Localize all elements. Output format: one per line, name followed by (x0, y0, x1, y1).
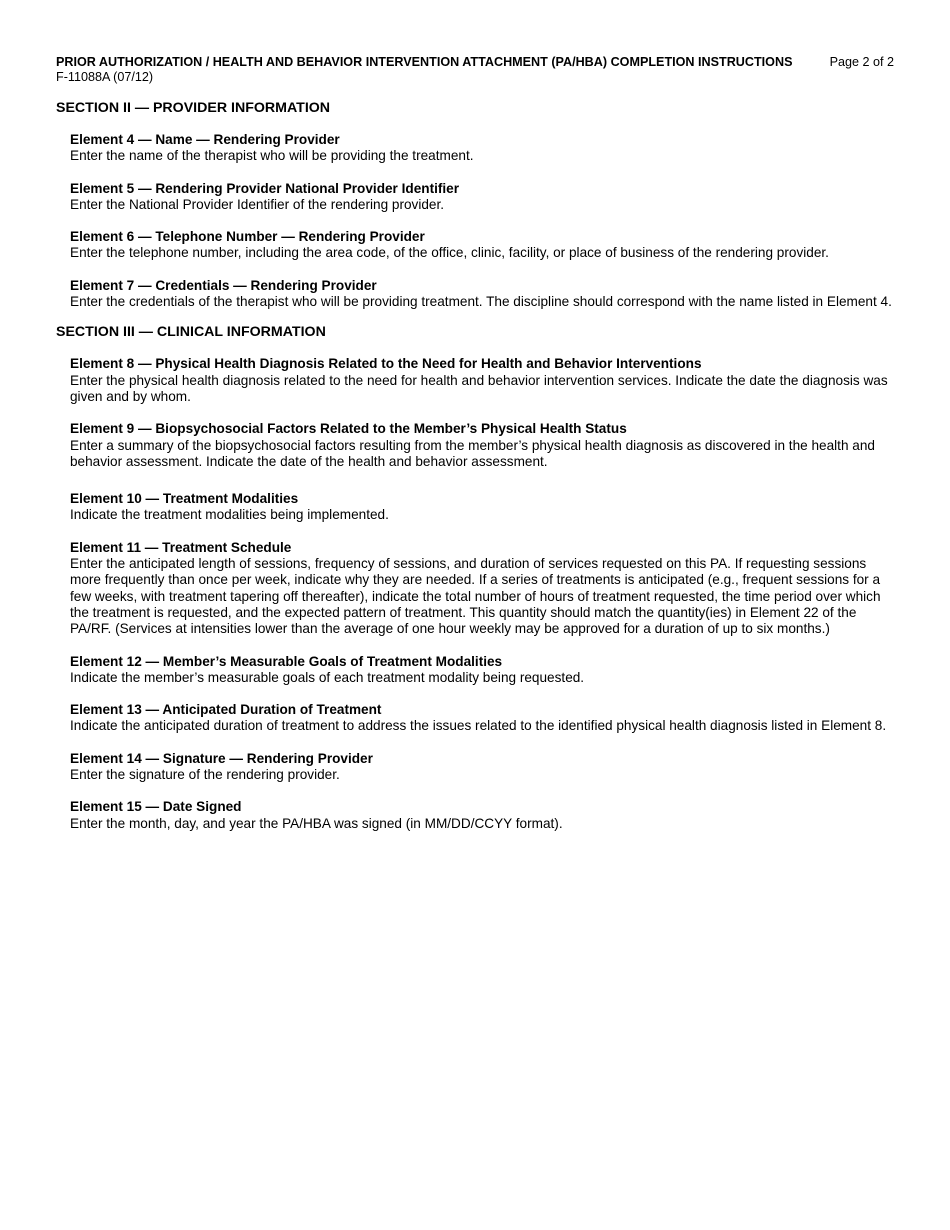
element-title: Element 5 — Rendering Provider National Provider Identifier (70, 180, 460, 196)
element-5 (70, 181, 898, 214)
element-description: Enter the credentials of the therapist who will be providing treatment. The discipline should correspond with the name listed in Element 4. (70, 294, 892, 310)
element-description: Indicate the treatment modalities being implemented. (70, 507, 389, 523)
element-title: Element 4 — Name — Rendering Provider (70, 132, 340, 147)
element-12 (70, 654, 898, 687)
document-title: PRIOR AUTHORIZATION / HEALTH AND BEHAVIOR INTERVENTION ATTACHMENT (PA/HBA) COMPLETION INSTRUCTIONS (56, 55, 793, 69)
element-description: Enter the National Provider Identifier of the rendering provider. (70, 196, 445, 212)
element-description: Enter the month, day, and year the PA/HBA was signed (in MM/DD/CCYY format). (70, 815, 563, 831)
element-description: Enter the anticipated length of sessions, frequency of sessions, and duration of services requested on this PA. If requesting sessions more frequently than once per week, indicate why they are needed. If a series of treatments is anticipated (e.g., frequent sessions for a few weeks, with treatment tapering off thereafter), indicate the total number of hours of treatment requested, the time period over which the treatment is requested, and the expected pattern of treatment. This quantity should match the quantity(ies) in Element 22 of the PA/RF. (Services at intensities lower than the average of one hour weekly may be approved for a duration of up to six months.) (70, 556, 881, 637)
element-title: Element 9 — Biopsychosocial Factors Related to the Member’s Physical Health Status (70, 421, 627, 437)
section-3-title: SECTION III — CLINICAL INFORMATION (56, 324, 326, 341)
element-6 (70, 229, 898, 262)
page-header (56, 55, 898, 70)
element-11 (70, 540, 898, 638)
element-title: Element 15 — Date Signed (70, 799, 242, 815)
element-description: Enter the signature of the rendering provider. (70, 767, 340, 783)
element-4 (70, 132, 898, 165)
element-10 (70, 491, 898, 524)
page-number: Page 2 of 2 (829, 55, 894, 69)
element-description: Indicate the member’s measurable goals of each treatment modality being requested. (70, 669, 585, 685)
section-2-title: SECTION II — PROVIDER INFORMATION (56, 100, 331, 116)
element-title: Element 6 — Telephone Number — Rendering Provider (70, 229, 425, 245)
element-title: Element 11 — Treatment Schedule (70, 539, 292, 555)
element-14 (70, 751, 898, 784)
form-number: F-11088A (07/12) (56, 70, 154, 84)
element-title: Element 7 — Credentials — Rendering Provider (70, 277, 377, 293)
element-description: Enter a summary of the biopsychosocial factors resulting from the member’s physical health diagnosis as discovered in the health and behavior assessment. Indicate the date of the health and behavior assessment. (70, 437, 875, 469)
element-description: Enter the name of the therapist who will be providing the treatment. (70, 148, 474, 164)
element-description: Enter the physical health diagnosis related to the need for health and behavior intervention services. Indicate the date the diagnosis was given and by whom. (70, 372, 888, 404)
element-description: Indicate the anticipated duration of treatment to address the issues related to the identified physical health diagnosis listed in Element 8. (70, 718, 887, 734)
element-8 (70, 356, 898, 405)
element-title: Element 10 — Treatment Modalities (70, 491, 299, 507)
element-9 (70, 421, 898, 470)
element-7 (70, 278, 898, 311)
element-15 (70, 799, 898, 832)
element-13 (70, 702, 898, 735)
element-title: Element 12 — Member’s Measurable Goals of Treatment Modalities (70, 653, 503, 669)
element-title: Element 13 — Anticipated Duration of Treatment (70, 702, 382, 718)
element-title: Element 8 — Physical Health Diagnosis Related to the Need for Health and Behavior Interventions (70, 356, 702, 372)
element-description: Enter the telephone number, including the area code, of the office, clinic, facility, or place of business of the rendering provider. (70, 245, 829, 261)
document-page (56, 55, 898, 832)
element-title: Element 14 — Signature — Rendering Provider (70, 750, 373, 766)
